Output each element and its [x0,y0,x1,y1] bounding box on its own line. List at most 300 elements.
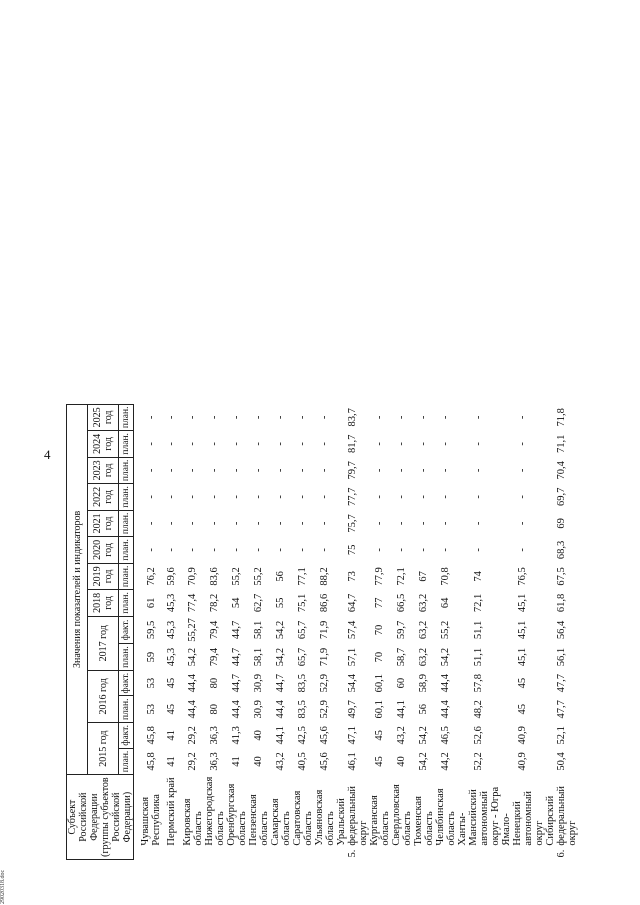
value-cell: - [319,468,330,473]
value-cell: - [396,548,407,552]
table-row [369,404,391,859]
subject-name: Пермский край [166,777,178,846]
subject-name: Нижегородская область [203,776,226,846]
indicators-table [66,404,578,860]
value-cell: - [145,468,157,473]
value-cell: 45,3 [166,593,178,613]
value-cell: 54,2 [275,647,286,667]
value-cell: - [319,521,330,526]
value-cell: 44,7 [231,673,242,693]
value-cell: 72,1 [473,593,484,613]
value-cell: 65,7 [297,647,308,667]
value-cell: 59 [145,651,157,663]
value-cell: 57,8 [473,673,484,693]
value-cell: 73 [346,571,358,582]
header-subject: Субъект Российской Федерации (группы субъектов Российской Федерации) [67,775,134,860]
value-cell: 52,2 [473,752,484,771]
value-cell: 55,2 [253,567,264,586]
value-cell: 63,2 [418,593,429,613]
value-cell: 48,2 [473,700,484,719]
value-cell: - [440,495,451,499]
value-cell: - [231,468,242,473]
value-cell: - [319,495,330,499]
value-cell: 80 [209,677,220,689]
value-cell: 52,1 [555,726,567,745]
value-cell: - [418,442,429,446]
value-cell: - [275,415,286,420]
value-cell: 55 [275,597,286,609]
value-cell: - [440,548,451,552]
value-cell: 70,9 [187,567,198,586]
value-cell: - [145,521,157,526]
row-number [435,848,457,860]
subject-name: Оренбургская область [225,783,248,846]
value-cell: 59,5 [145,620,157,640]
value-cell: 45 [166,677,178,689]
value-cell: - [418,548,429,552]
value-cell: 59,6 [166,567,178,586]
value-cell: - [166,495,178,499]
table-row [270,404,292,859]
value-cell: 40,9 [517,726,528,745]
value-cell: 45 [517,677,528,689]
value-cell: - [440,442,451,446]
value-cell: 62,7 [253,593,264,613]
value-cell: - [396,495,407,499]
value-cell: 67,5 [555,567,567,586]
value-cell: - [418,415,429,420]
value-cell: 56 [418,704,429,715]
row-number [501,848,545,860]
table-row [182,404,204,859]
value-cell: 55,2 [231,567,242,586]
value-cell: 44,4 [440,700,451,719]
header-year: 2015 год [88,723,119,775]
value-cell: 45 [517,704,528,715]
header-year: 2024 год [88,431,119,458]
value-cell: - [517,415,528,420]
value-cell: 83,7 [346,408,358,427]
value-cell: 71,9 [319,620,330,640]
value-cell: 40 [253,730,264,741]
value-cell: 44,1 [275,726,286,745]
value-cell: - [517,442,528,446]
value-cell: 54 [231,597,242,609]
header-year: 2019 год [88,563,119,590]
value-cell: 43,2 [396,726,407,745]
value-cell: 43,2 [275,752,286,771]
subject-name: Сибирский федеральный округ [544,785,578,846]
value-cell: 60,1 [374,700,385,719]
value-cell: - [275,442,286,446]
value-cell: 79,4 [209,647,220,667]
subject-name: Самарская область [269,798,292,846]
value-cell: 45,3 [166,647,178,667]
value-cell: 44,7 [275,673,286,693]
value-cell: 51,1 [473,620,484,640]
header-plan: план. [119,510,134,537]
subject-name: Курганская область [368,795,391,846]
value-cell: 44,4 [231,700,242,719]
header-year: 2020 год [88,537,119,564]
value-cell: 54,2 [418,752,429,771]
value-cell: 60 [396,677,407,689]
row-number [204,848,226,860]
value-cell: 88,2 [319,567,330,586]
row-number [162,848,182,860]
header-plan: план. [119,431,134,458]
value-cell: 66,5 [396,593,407,613]
value-cell: - [440,468,451,473]
value-cell: 46,1 [346,752,358,771]
value-cell: 45,1 [517,620,528,640]
value-cell: 57,1 [346,647,358,667]
value-cell: 46,5 [440,726,451,745]
value-cell: 52,9 [319,673,330,693]
table-row [204,404,226,859]
value-cell: - [473,495,484,499]
value-cell: 79,4 [209,620,220,640]
value-cell: - [517,521,528,526]
value-cell: 54,2 [418,726,429,745]
header-year: 2021 год [88,510,119,537]
value-cell: 50,4 [555,752,567,771]
value-cell: 68,3 [555,540,567,560]
value-cell: - [319,415,330,420]
table-row [391,404,413,859]
value-cell: 80 [209,704,220,715]
row-number [292,848,314,860]
value-cell: - [231,442,242,446]
value-cell: 45 [374,756,385,767]
value-cell: 71,9 [319,647,330,667]
value-cell: 63,2 [418,647,429,667]
table-row [162,404,182,859]
value-cell: 58,1 [253,620,264,640]
value-cell: - [166,468,178,473]
value-cell: 58,7 [396,647,407,667]
value-cell: - [440,521,451,526]
value-cell: - [275,548,286,552]
value-cell: 79,7 [346,461,358,480]
value-cell: 54,2 [187,647,198,667]
value-cell: 52,9 [319,700,330,719]
subject-name: Ямало-Ненецкий автономный округ [500,790,545,846]
table-row [413,404,435,859]
value-cell: - [275,495,286,499]
header-fact: факт. [119,616,134,644]
value-cell: 45,1 [517,647,528,667]
value-cell: 69,7 [555,487,567,507]
value-cell: - [166,521,178,526]
value-cell: - [473,468,484,473]
value-cell: 44,1 [396,700,407,719]
value-cell: - [297,521,308,526]
table-row [314,404,336,859]
value-cell: - [145,415,157,420]
row-number [226,848,248,860]
header-year: 2016 год [88,670,119,722]
value-cell: - [418,495,429,499]
value-cell: - [517,468,528,473]
value-cell: 41 [166,756,178,767]
value-cell: 83,6 [209,567,220,586]
value-cell: 54,4 [346,673,358,693]
row-number [182,848,204,860]
value-cell: 29,2 [187,726,198,745]
value-cell: 45,1 [517,593,528,613]
value-cell: 41,3 [231,726,242,745]
value-cell: 75,1 [297,593,308,613]
value-cell: - [187,521,198,526]
value-cell: 54,2 [440,647,451,667]
header-plan: план. [119,748,134,775]
value-cell: 45,3 [166,620,178,640]
header-plan: план. [119,537,134,564]
value-cell: 76,2 [145,567,157,586]
header-plan: план. [119,590,134,617]
value-cell: - [231,548,242,552]
value-cell: 77,4 [187,593,198,613]
header-indicators: Значения показателей и индикаторов [67,404,88,775]
value-cell: - [297,468,308,473]
value-cell: - [166,415,178,420]
value-cell: - [209,548,220,552]
value-cell: 40,9 [517,752,528,771]
value-cell: - [374,495,385,499]
value-cell: 64,7 [346,593,358,613]
value-cell: 36,3 [209,726,220,745]
value-cell: - [187,468,198,473]
value-cell: 52,6 [473,726,484,745]
value-cell: - [166,548,178,552]
value-cell: 69 [555,518,567,529]
subject-name: Тюменская область [412,796,435,846]
value-cell: 70 [374,624,385,636]
value-cell: - [418,521,429,526]
value-cell: - [396,468,407,473]
value-cell: 47,7 [555,673,567,693]
indicators-table-rotated [66,404,578,860]
value-cell: 75 [346,544,358,556]
value-cell: - [253,521,264,526]
value-cell: 30,9 [253,700,264,719]
footer-doc-code [0,860,10,905]
value-cell: 57,4 [346,620,358,640]
value-cell: 45,8 [145,726,157,745]
value-cell: 55,2 [440,620,451,640]
value-cell: 70,8 [440,567,451,586]
value-cell: 53 [145,704,157,715]
value-cell: 59,7 [396,620,407,640]
row-number [391,848,413,860]
value-cell: 44,4 [187,700,198,719]
value-cell: 56,4 [555,620,567,640]
value-cell: - [374,521,385,526]
value-cell: 74 [473,571,484,582]
header-plan: план. [119,644,134,671]
value-cell: - [209,468,220,473]
value-cell: - [374,548,385,552]
value-cell: 63,2 [418,620,429,640]
value-cell: 44,2 [440,752,451,771]
value-cell: 58,9 [418,673,429,693]
row-number: 6. [555,849,567,858]
header-fact: факт. [119,723,134,749]
value-cell: 70,4 [555,461,567,480]
table-row [457,404,501,859]
value-cell: - [374,468,385,473]
value-cell: 56 [275,571,286,582]
value-cell: - [297,415,308,420]
value-cell: 44,4 [187,673,198,693]
value-cell: - [253,468,264,473]
value-cell: 45,8 [145,752,157,771]
value-cell: - [473,415,484,420]
value-cell: 83,5 [297,673,308,693]
value-cell: 44,4 [440,673,451,693]
value-cell: 41 [231,756,242,767]
row-number: 5. [346,849,358,858]
value-cell: 58,1 [253,647,264,667]
table-row [226,404,248,859]
value-cell: - [517,495,528,499]
row-number [369,848,391,860]
table-row [435,404,457,859]
subject-name: Челябинская область [434,788,457,846]
value-cell: 81,7 [346,434,358,454]
value-cell: 51,1 [473,647,484,667]
value-cell: 67 [418,571,429,582]
subject-name: Пензенская область [247,794,270,846]
value-cell: - [187,495,198,499]
subject-name: Ульяновская область [313,789,336,846]
header-plan: план. [119,404,134,431]
row-number [314,848,336,860]
value-cell: 40 [396,756,407,767]
value-cell: - [209,415,220,420]
value-cell: - [440,415,451,420]
value-cell: 83,5 [297,700,308,719]
value-cell: 54,2 [275,620,286,640]
footer-text: 29020318.doc [0,869,6,904]
value-cell: - [473,442,484,446]
subject-name: Кировская область [181,798,204,846]
value-cell: - [209,495,220,499]
row-number [140,848,162,860]
value-cell: - [253,442,264,446]
header-plan: план. [119,484,134,511]
value-cell: 77,9 [374,567,385,586]
header-plan: план. [119,696,134,723]
value-cell: - [275,468,286,473]
subject-name: Саратовская область [291,790,314,846]
value-cell: 76,5 [517,567,528,586]
value-cell: - [396,521,407,526]
value-cell: - [231,495,242,499]
value-cell: - [473,548,484,552]
value-cell: 64 [440,597,451,609]
value-cell: 40,5 [297,752,308,771]
value-cell: 61 [145,597,157,609]
value-cell: 44,7 [231,620,242,640]
value-cell: - [374,415,385,420]
value-cell: 70 [374,651,385,663]
value-cell: 61,8 [555,593,567,613]
value-cell: 47,1 [346,726,358,745]
value-cell: - [209,442,220,446]
page-number: 4 [44,447,51,462]
value-cell: - [473,521,484,526]
header-fact: факт. [119,670,134,696]
value-cell: 55,27 [187,618,198,642]
header-year: 2025 год [88,404,119,431]
value-cell: - [418,468,429,473]
value-cell: 44,4 [275,700,286,719]
value-cell: 53 [145,677,157,689]
value-cell: 29,2 [187,752,198,771]
value-cell: 42,5 [297,726,308,745]
value-cell: - [396,442,407,446]
value-cell: - [145,442,157,446]
value-cell: 45,6 [319,726,330,745]
value-cell: 65,7 [297,620,308,640]
header-year: 2017 год [88,616,119,670]
table-row [545,404,578,859]
value-cell: - [297,548,308,552]
value-cell: 47,7 [555,700,567,719]
value-cell: - [396,415,407,420]
value-cell: 44,7 [231,647,242,667]
header-plan: план. [119,563,134,590]
row-number [457,848,501,860]
value-cell: - [231,521,242,526]
value-cell: 45,6 [319,752,330,771]
value-cell: 71,8 [555,408,567,427]
table-row [501,404,545,859]
header-plan: план. [119,457,134,484]
value-cell: 49,7 [346,700,358,719]
value-cell: - [145,495,157,499]
subject-name: Свердловская область [390,784,413,846]
value-cell: - [297,495,308,499]
value-cell: - [319,548,330,552]
value-cell: 56,1 [555,647,567,667]
value-cell: - [253,415,264,420]
value-cell: - [517,548,528,552]
subject-name: Ханты-Мансийский автономный округ - Югра [456,786,501,846]
value-cell: - [145,548,157,552]
value-cell: - [166,442,178,446]
value-cell: 71,1 [555,434,567,454]
header-row-1 [67,404,88,859]
value-cell: - [187,548,198,552]
value-cell: 77,1 [297,567,308,586]
value-cell: 36,3 [209,752,220,771]
value-cell: - [209,521,220,526]
value-cell: 60,1 [374,673,385,693]
value-cell: - [253,495,264,499]
value-cell: - [231,415,242,420]
value-cell: 78,2 [209,593,220,613]
value-cell: 75,7 [346,514,358,533]
table-row [336,404,369,859]
value-cell: - [297,442,308,446]
value-cell: 45 [166,704,178,715]
table-row [248,404,270,859]
value-cell: - [187,415,198,420]
value-cell: - [253,548,264,552]
